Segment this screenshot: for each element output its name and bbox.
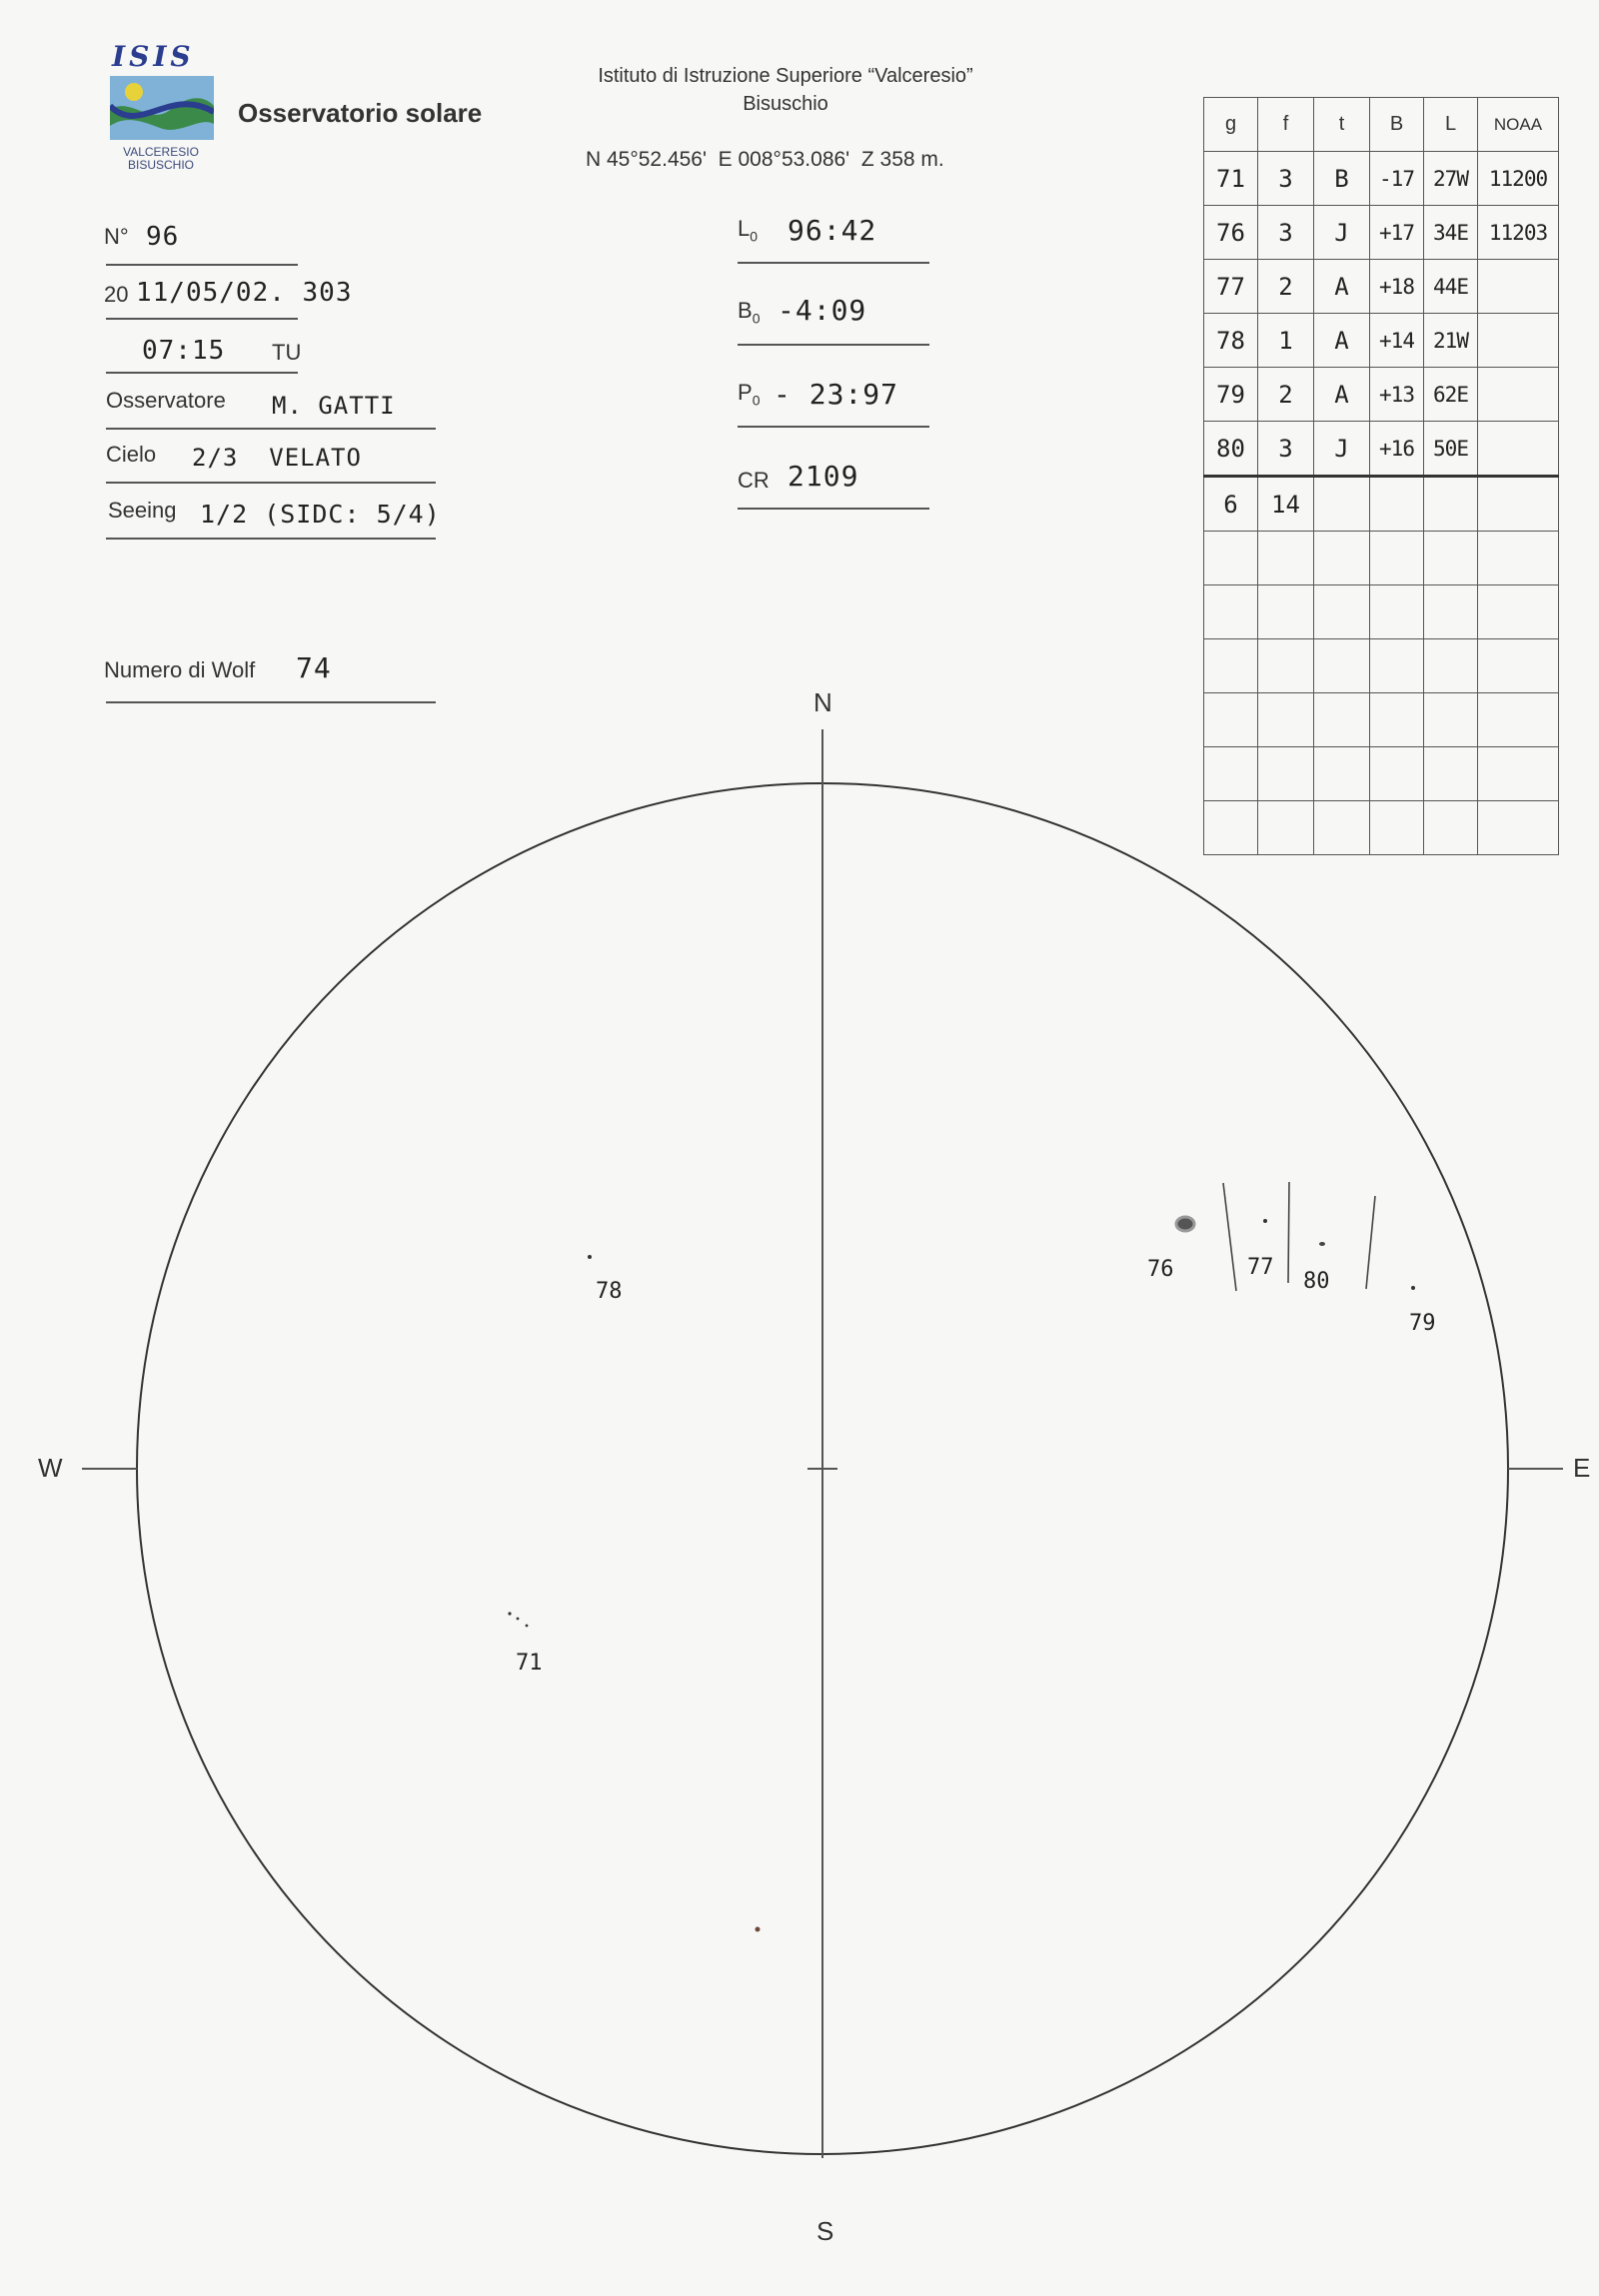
table-cell: +14 [1370,314,1424,368]
cr-line [738,508,929,510]
group-divider-1 [1223,1183,1236,1291]
table-row [1204,314,1559,368]
page-title: Osservatorio solare [238,98,483,128]
institute-line-1: Istituto di Istruzione Superiore “Valceresio” [598,65,973,87]
table-cell: 77 [1204,260,1258,314]
l0-line [738,262,929,264]
table-cell [1370,532,1424,585]
table-cell: 34E [1424,206,1478,260]
time-unit: TU [272,340,302,365]
table-row [1204,152,1559,206]
group-divider-3 [1366,1196,1375,1289]
table-cell [1478,314,1559,368]
observer-label: Osservatore [106,388,226,413]
table-cell: 21W [1424,314,1478,368]
b0-line [738,344,929,346]
spot-77 [1263,1219,1267,1223]
table-cell: 3 [1258,152,1314,206]
wolf-label: Numero di Wolf [104,657,256,682]
table-cell [1258,585,1314,639]
cr-value: 2109 [788,460,859,493]
table-row [1204,477,1559,532]
table-header-row [1204,98,1559,152]
observer-line [106,428,436,430]
time-line [106,372,298,374]
solar-disk-drawing [0,679,1599,2278]
table-cell: 50E [1424,422,1478,477]
table-cell [1478,532,1559,585]
spot-71-c [526,1625,529,1628]
logo-caption-1: VALCERESIO [123,145,199,159]
p0-line [738,426,929,428]
logo-mark: ISIS [112,40,195,73]
spot-76 [1176,1217,1194,1231]
spot-79 [1411,1286,1415,1290]
p0-label: $P_0$ [738,380,761,409]
table-cell: 62E [1424,368,1478,422]
table-cell: 27W [1424,152,1478,206]
table-cell [1478,422,1559,477]
logo-caption-2: BISUSCHIO [127,158,194,172]
group-label-79: 79 [1409,1311,1436,1336]
table-cell: 11200 [1478,152,1559,206]
table-cell [1204,585,1258,639]
table-cell: 3 [1258,422,1314,477]
table-cell: 11203 [1478,206,1559,260]
col-header-l: L [1424,98,1478,152]
spot-80 [1319,1242,1325,1246]
table-cell: J [1314,206,1370,260]
observer-value: M. GATTI [272,392,396,420]
number-value: 96 [146,222,180,252]
label-north: N [813,687,832,717]
group-label-71: 71 [516,1651,543,1676]
table-cell: +17 [1370,206,1424,260]
table-cell: 1 [1258,314,1314,368]
table-cell [1478,260,1559,314]
table-cell: A [1314,368,1370,422]
table-cell: 79 [1204,368,1258,422]
seeing-label: Seeing [108,498,177,523]
table-cell: +18 [1370,260,1424,314]
table-cell: 78 [1204,314,1258,368]
number-label: N° [104,224,129,249]
label-east: E [1573,1453,1591,1483]
col-header-t: t [1314,98,1370,152]
date-value: 11/05/02. 303 [136,278,353,308]
spot-71-a [508,1612,511,1615]
table-cell [1258,532,1314,585]
table-cell: 6 [1204,477,1258,532]
table-cell: A [1314,260,1370,314]
b0-value: -4:09 [778,294,867,327]
table-cell [1424,477,1478,532]
p0-value: - 23:97 [774,378,899,411]
date-line [106,318,298,320]
table-row [1204,206,1559,260]
table-row [1204,368,1559,422]
table-cell: +13 [1370,368,1424,422]
spot-stray [756,1927,761,1932]
sky-label: Cielo [106,442,157,467]
table-cell: -17 [1370,152,1424,206]
group-label-76: 76 [1147,1257,1174,1282]
table-cell: +16 [1370,422,1424,477]
l0-label: $L_0$ [738,216,759,245]
spot-78 [588,1255,592,1259]
table-cell [1314,477,1370,532]
table-cell [1424,585,1478,639]
logo [108,40,220,180]
table-row [1204,532,1559,585]
col-header-g: g [1204,98,1258,152]
wolf-value: 74 [296,651,332,684]
l0-value: 96:42 [788,214,877,247]
time-value: 07:15 [142,336,226,366]
sky-line [106,482,436,484]
institute-name [506,62,1065,118]
table-cell: J [1314,422,1370,477]
site-coordinates: N 45°52.456' E 008°53.086' Z 358 m. [586,148,944,171]
table-cell: 76 [1204,206,1258,260]
seeing-line [106,538,436,540]
group-label-78: 78 [596,1279,623,1304]
group-divider-2 [1288,1182,1289,1283]
table-cell [1370,477,1424,532]
sky-value: 2/3 VELATO [192,444,362,472]
table-cell [1478,585,1559,639]
col-header-f: f [1258,98,1314,152]
table-cell: A [1314,314,1370,368]
col-header-noaa: NOAA [1478,98,1559,152]
table-cell [1370,585,1424,639]
table-cell [1478,368,1559,422]
date-prefix: 20 [104,282,129,307]
table-cell: 3 [1258,206,1314,260]
group-label-77: 77 [1247,1255,1274,1280]
table-cell [1314,585,1370,639]
table-cell [1314,532,1370,585]
b0-label: $B_0$ [738,298,761,327]
table-row [1204,585,1559,639]
table-cell: 44E [1424,260,1478,314]
table-cell: 2 [1258,260,1314,314]
table-cell [1424,532,1478,585]
label-west: W [38,1453,63,1483]
label-south: S [816,2216,834,2246]
table-row [1204,260,1559,314]
number-line [106,264,298,266]
seeing-value: 1/2 (SIDC: 5/4) [200,500,441,529]
table-cell: 2 [1258,368,1314,422]
cr-label: CR [738,468,770,493]
table-cell: B [1314,152,1370,206]
table-cell: 71 [1204,152,1258,206]
table-cell: 14 [1258,477,1314,532]
group-label-80: 80 [1303,1269,1330,1294]
institute-line-2: Bisuschio [743,93,828,115]
col-header-b: B [1370,98,1424,152]
spot-71-b [517,1618,520,1621]
table-row [1204,422,1559,477]
logo-emblem-icon [110,76,214,140]
table-cell: 80 [1204,422,1258,477]
table-cell [1204,532,1258,585]
table-cell [1478,477,1559,532]
